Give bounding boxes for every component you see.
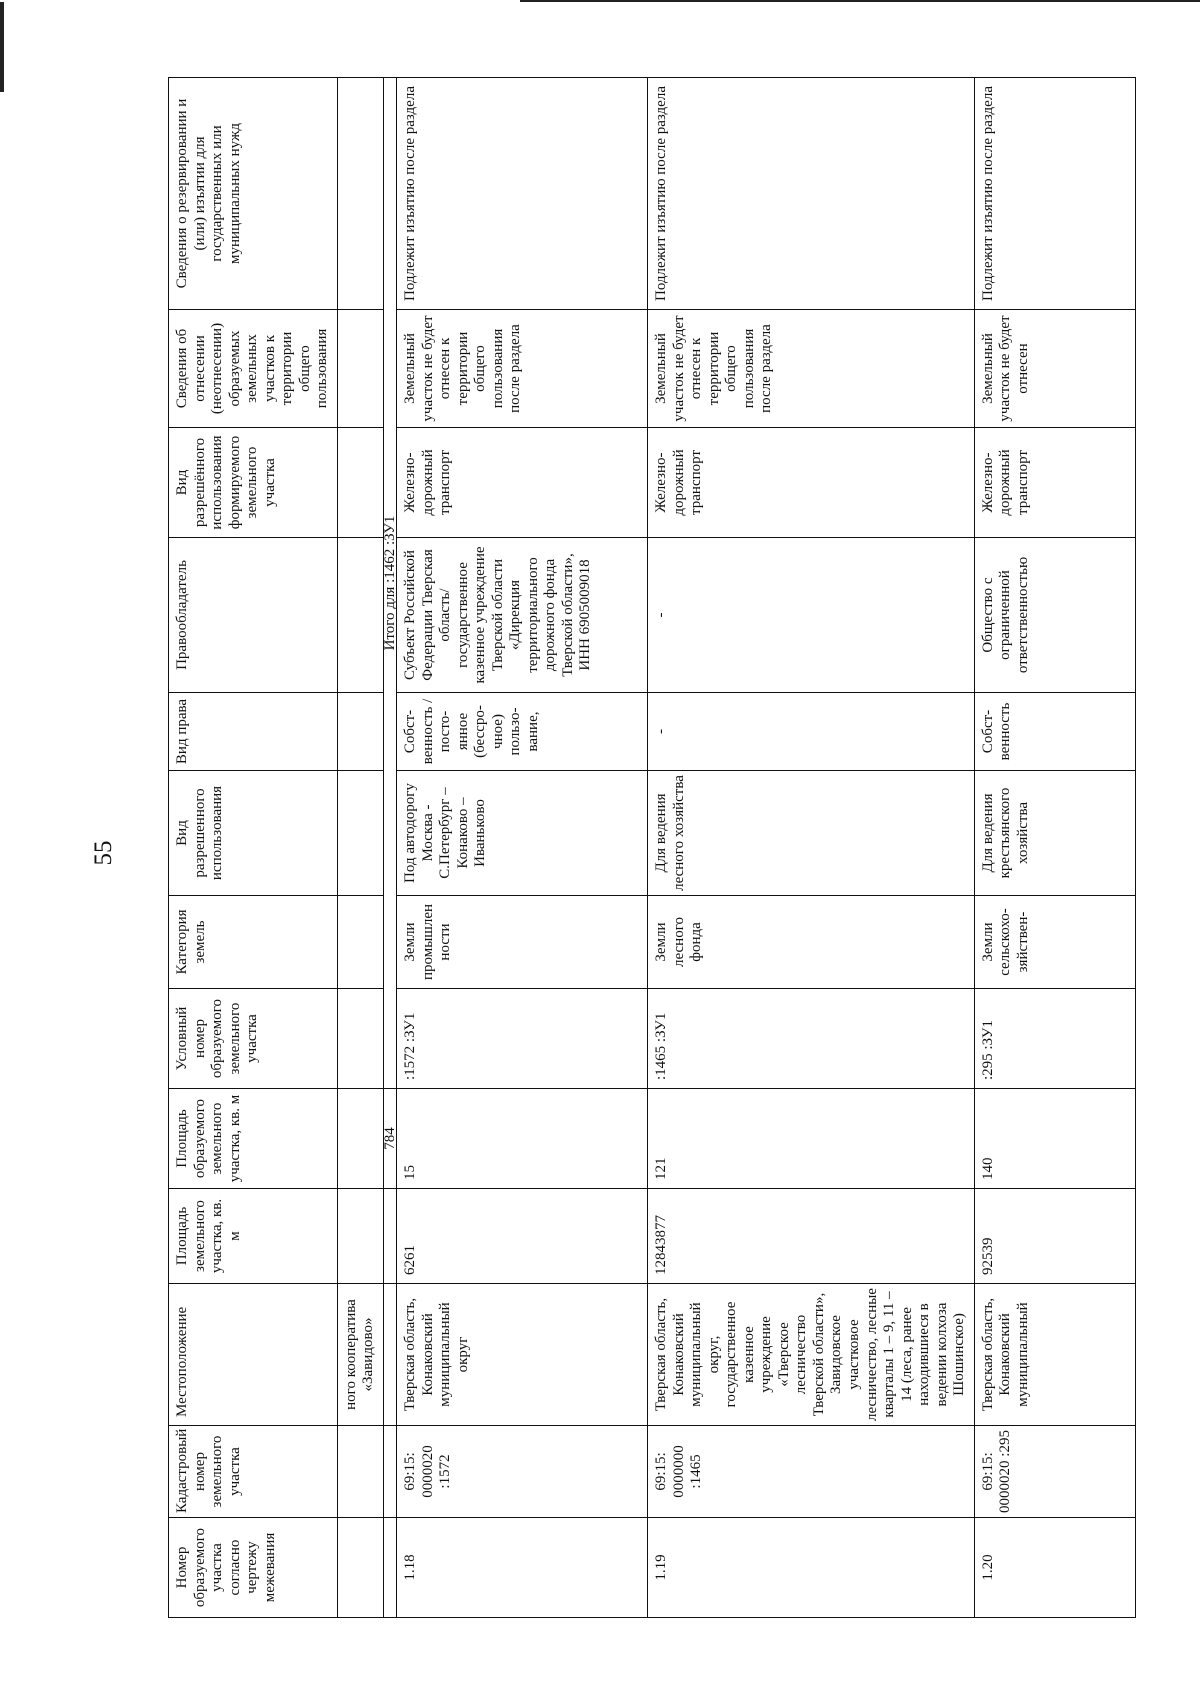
header-cell: Правообладатель <box>169 538 338 693</box>
location-cell: Тверская область, Конаковский муниципальный <box>974 1284 1135 1426</box>
new-area-cell: 121 <box>648 1089 975 1189</box>
right-holder: Общество с ограниченной ответственностью <box>974 538 1135 693</box>
plot-number: 1.20 <box>974 1518 1135 1618</box>
land-plots-table <box>168 77 1136 1618</box>
cadastral-number: 69:15: 0000020 :1572 <box>397 1426 648 1518</box>
location-cell: Тверская область, Конаковский муниципальный округ, государственное казенное учреждение «Тверское лесничество Тверской области», Завидовское участковое лесничество, лесные кварталы 1 – 9, 11 – 14 (леса, ранее находившиеся в ведении колхоза Шошинское) <box>648 1284 975 1426</box>
total-label: Итого для :1462 :ЗУ1 <box>384 78 397 1089</box>
header-cell: Сведения об отнесении (неотнесении) образуемых земельных участков к территории общего пользования <box>169 310 338 428</box>
public-use-info: Земельный участок не будет отнесен <box>974 310 1135 428</box>
permitted-use: Для ведения крестьянского хозяйства <box>974 771 1135 896</box>
right-holder: - <box>648 538 975 693</box>
page-number: 55 <box>90 840 117 866</box>
header-cell: Местоположение <box>169 1284 338 1426</box>
plot-number: 1.18 <box>397 1518 648 1618</box>
location-cell: Тверская область, Конаковский муниципальный округ <box>397 1284 648 1426</box>
header-cell: Номер образуемого участка согласно чертежу межевания <box>169 1518 338 1618</box>
scan-edge-line <box>520 0 1200 2</box>
land-category: Земли промышлен ности <box>397 896 648 989</box>
new-area-cell: 15 <box>397 1089 648 1189</box>
area-cell: 12843877 <box>648 1189 975 1284</box>
public-use-info: Земельный участок не будет отнесен к территории общего пользования после раздела <box>648 310 975 428</box>
new-permitted-use: Железно-дорожный транспорт <box>974 428 1135 538</box>
header-cell: Сведения о резервировании и (или) изъятии для государственных или муниципальных нужд <box>169 78 338 310</box>
right-type: Собст-венность /посто-янное (бессро-чное) пользо-вание, <box>397 693 648 771</box>
reservation-info: Подлежит изъятию после раздела <box>397 78 648 310</box>
right-type: - <box>648 693 975 771</box>
land-category: Земли сельскохо-зяйствен- <box>974 896 1135 989</box>
new-permitted-use: Железно-дорожный транспорт <box>397 428 648 538</box>
header-cell: Площадь образуемого земельного участка, кв. м <box>169 1089 338 1189</box>
table-row <box>974 78 1135 1618</box>
public-use-info: Земельный участок не будет отнесен к территории общего пользования после раздела <box>397 310 648 428</box>
header-cell: Вид разрешенного использования <box>169 771 338 896</box>
conditional-number: :295 :ЗУ1 <box>974 989 1135 1089</box>
area-cell: 92539 <box>974 1189 1135 1284</box>
permitted-use: Под автодорогу Москва - С.Петербург – Конаково – Иваньково <box>397 771 648 896</box>
header-cell: Условный номер образуемого земельного участка <box>169 989 338 1089</box>
header-cell: Площадь земельного участка, кв. м <box>169 1189 338 1284</box>
table-row <box>648 78 975 1618</box>
permitted-use: Для ведения лесного хозяйства <box>648 771 975 896</box>
header-cell: Кадастровый номер земельного участка <box>169 1426 338 1518</box>
continuation-row <box>337 78 383 1618</box>
conditional-number: :1465 :ЗУ1 <box>648 989 975 1089</box>
conditional-number: :1572 :ЗУ1 <box>397 989 648 1089</box>
plot-number: 1.19 <box>648 1518 975 1618</box>
table-row <box>397 78 648 1618</box>
header-cell: Категория земель <box>169 896 338 989</box>
area-cell: 6261 <box>397 1189 648 1284</box>
right-holder: Субъект Российской Федерации Тверская область/ государственное казенное учреждение Тверской области «Дирекция территориального дорожного фонда Тверской области», ИНН 6905009018 <box>397 538 648 693</box>
land-category: Земли лесного фонда <box>648 896 975 989</box>
right-type: Собст-венность <box>974 693 1135 771</box>
header-cell: Вид права <box>169 693 338 771</box>
reservation-info: Подлежит изъятию после раздела <box>648 78 975 310</box>
total-area: 784 <box>384 1089 397 1189</box>
reservation-info: Подлежит изъятию после раздела <box>974 78 1135 310</box>
cadastral-number: 69:15: 0000020 :295 <box>974 1426 1135 1518</box>
header-cell: Вид разрешённого использования формируемого земельного участка <box>169 428 338 538</box>
new-permitted-use: Железно-дорожный транспорт <box>648 428 975 538</box>
rotated-table-container <box>168 78 1086 1618</box>
cadastral-number: 69:15: 0000000 :1465 <box>648 1426 975 1518</box>
location-cell: ного кооператива «Завидово» <box>337 1284 383 1426</box>
total-row <box>384 78 397 1618</box>
scan-edge-line <box>0 2 4 92</box>
new-area-cell: 140 <box>974 1089 1135 1189</box>
table-header-row <box>169 78 338 1618</box>
